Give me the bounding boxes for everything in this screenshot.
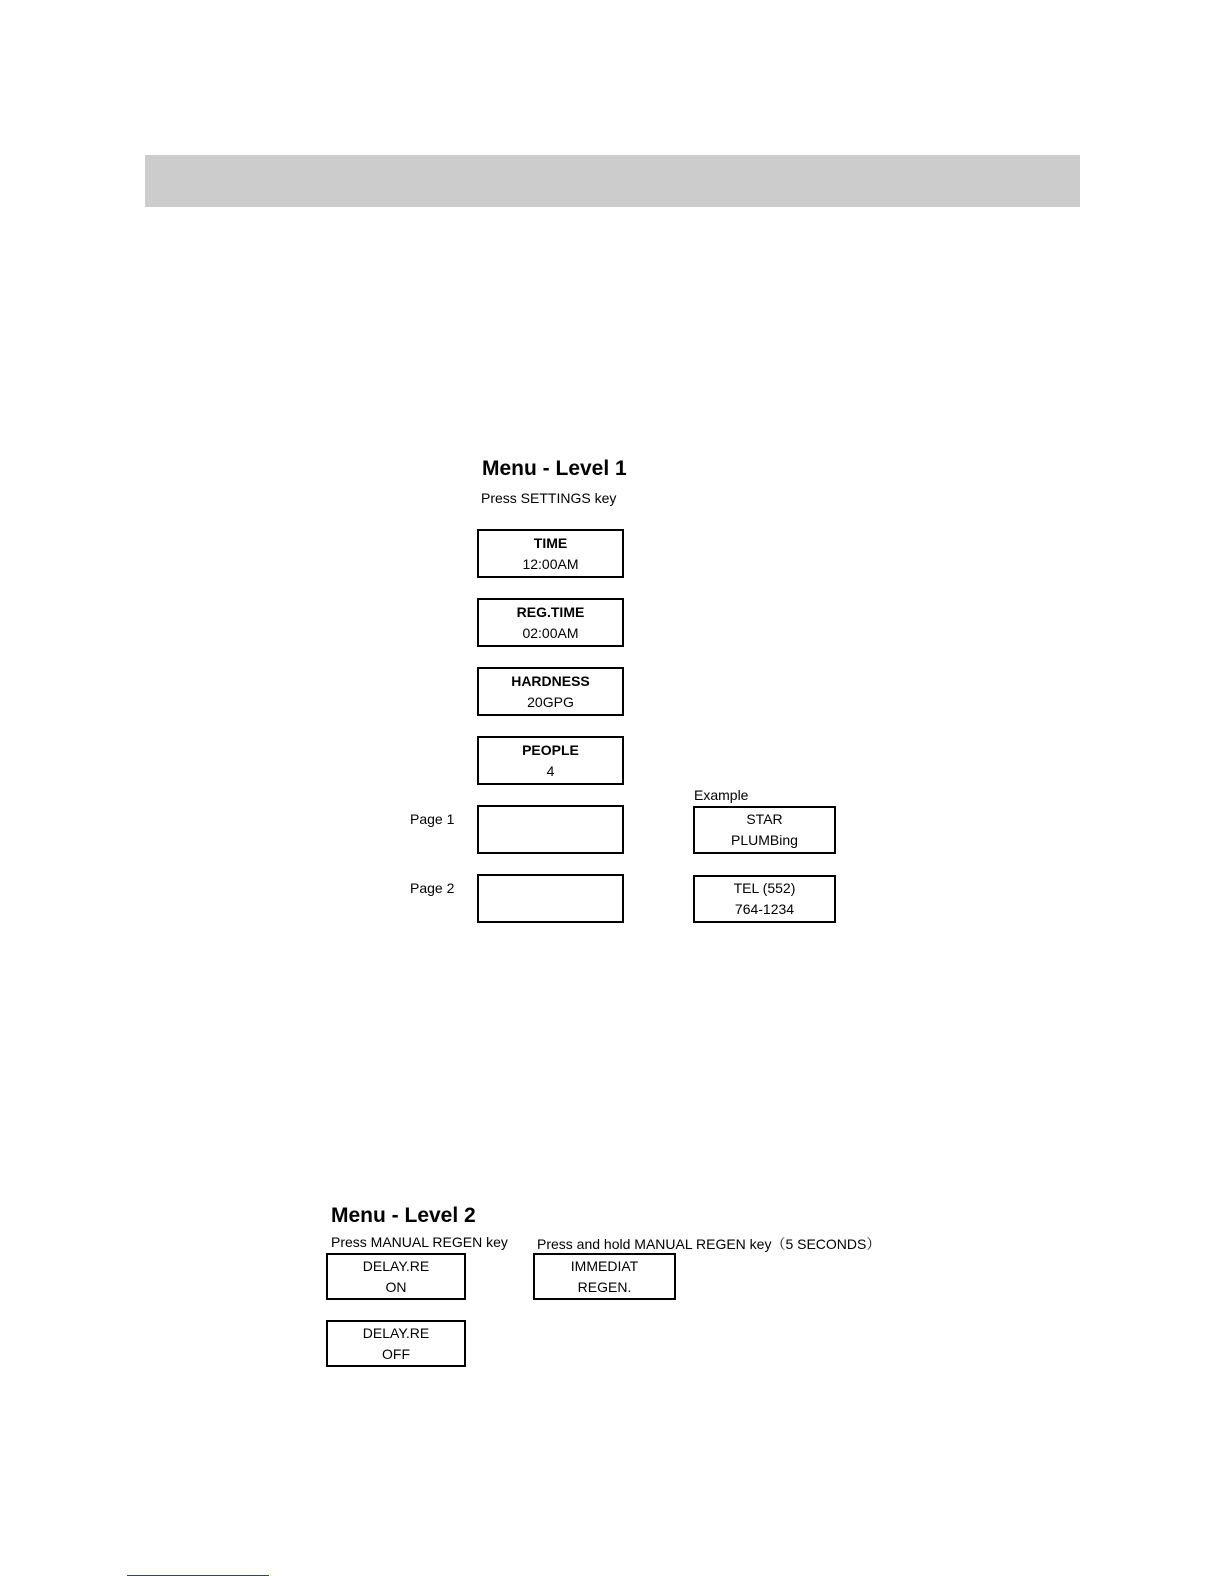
level1-instruction: Press SETTINGS key bbox=[481, 490, 617, 506]
display-regen-time bbox=[477, 598, 624, 647]
display-time bbox=[477, 529, 624, 578]
display-people bbox=[477, 736, 624, 785]
display-hardness-label: HARDNESS bbox=[511, 672, 590, 689]
delay-off-line1: DELAY.RE bbox=[362, 1324, 430, 1341]
example-page2-line1: TEL (552) bbox=[733, 880, 796, 896]
display-delay-regen-on bbox=[326, 1253, 466, 1300]
example-page1-line1: STAR bbox=[746, 811, 783, 827]
immediate-line2: REGEN. bbox=[577, 1278, 632, 1295]
level2-instruction-right: Press and hold MANUAL REGEN key（5 SECONDS） bbox=[537, 1236, 881, 1252]
example-page1-line2: PLUMBing bbox=[731, 832, 798, 848]
level1-title: Menu - Level 1 bbox=[482, 457, 627, 480]
display-hardness-value: 20GPG bbox=[527, 693, 574, 710]
display-people-value: 4 bbox=[546, 762, 555, 779]
section-header-bar bbox=[145, 155, 1080, 207]
delay-off-line2: OFF bbox=[382, 1345, 410, 1362]
level2-title: Menu - Level 2 bbox=[331, 1204, 476, 1227]
example-page2-line2: 764-1234 bbox=[734, 901, 795, 917]
display-time-label: TIME bbox=[533, 534, 568, 551]
display-immediate-regen bbox=[533, 1253, 676, 1300]
footnote-separator bbox=[127, 1575, 269, 1576]
display-regen-time-label: REG.TIME bbox=[516, 603, 585, 620]
level2-instruction-left: Press MANUAL REGEN key bbox=[331, 1234, 508, 1250]
example-label: Example bbox=[694, 787, 749, 803]
display-regen-time-value: 02:00AM bbox=[522, 624, 579, 641]
delay-on-line1: DELAY.RE bbox=[362, 1257, 430, 1274]
display-page2-blank bbox=[477, 874, 624, 923]
page1-label: Page 1 bbox=[410, 811, 455, 827]
display-example-page2 bbox=[693, 875, 836, 923]
display-time-value: 12:00AM bbox=[522, 555, 579, 572]
display-delay-regen-off bbox=[326, 1320, 466, 1367]
display-hardness bbox=[477, 667, 624, 716]
delay-on-line2: ON bbox=[385, 1278, 407, 1295]
display-example-page1 bbox=[693, 806, 836, 854]
display-people-label: PEOPLE bbox=[522, 741, 579, 758]
page2-label: Page 2 bbox=[410, 880, 455, 896]
immediate-line1: IMMEDIAT bbox=[570, 1257, 639, 1274]
display-page1-blank bbox=[477, 805, 624, 854]
